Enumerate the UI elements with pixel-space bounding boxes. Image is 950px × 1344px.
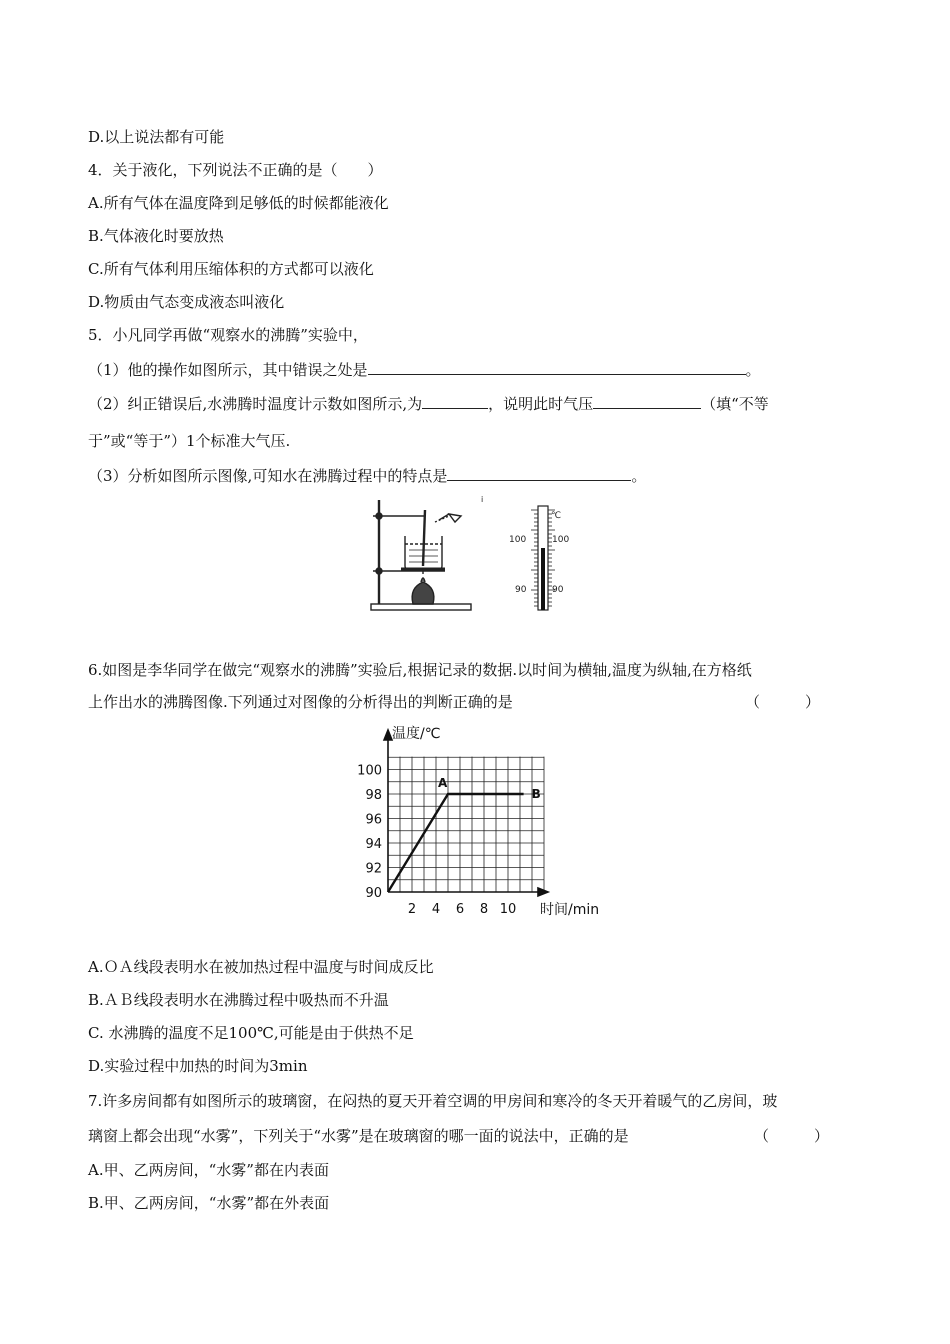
q6-stem-line2	[88, 692, 513, 712]
eye-icon	[439, 514, 461, 522]
q6-option-d: D.实验过程中加热的时间为3min	[88, 1057, 308, 1075]
q6-option-b: B.ＡＢ线段表明水在沸腾过程中吸热而不升温	[88, 991, 389, 1009]
q7-stem-line1: 7.许多房间都有如图所示的玻璃窗，在闷热的夏天开着空调的甲房间和寒冷的冬天开着暖气的乙房间，玻	[88, 1092, 778, 1110]
mercury-column	[541, 548, 545, 610]
q4-option-d: D.物质由气态变成液态叫液化	[88, 293, 285, 311]
thermometer-in-beaker	[423, 510, 425, 566]
q7-option-a: A.甲、乙两房间，“水雾”都在内表面	[88, 1161, 329, 1179]
x-tick-label: 8	[479, 902, 489, 917]
y-tick-label: 100	[357, 763, 382, 779]
y-tick-label: 92	[365, 861, 382, 877]
thermometer-label-100-left: 100	[509, 535, 527, 545]
x-tick-label: 2	[407, 902, 417, 917]
q5-part2-blank-temp[interactable]	[422, 393, 488, 409]
q5-part1-text: （1）他的操作如图所示，其中错误之处是	[88, 361, 368, 379]
boiling-apparatus-figure	[365, 496, 485, 614]
q7-option-b: B.甲、乙两房间，“水雾”都在外表面	[88, 1194, 330, 1212]
q4-option-a: A.所有气体在温度降到足够低的时候都能液化	[88, 194, 389, 212]
boiling-graph	[350, 722, 620, 922]
y-tick-label: 98	[365, 788, 382, 803]
y-tick-label: 94	[365, 837, 382, 852]
q6-stem-text: 上作出水的沸腾图像.下列通过对图像的分析得出的判断正确的是	[88, 693, 513, 711]
thermometer-label-90-left: 90	[515, 585, 527, 595]
x-axis-arrow	[538, 888, 548, 896]
q5-part2-continued: 于”或“等于”）1个标准大气压.	[88, 432, 291, 450]
q5-part3-text: （3）分析如图所示图像,可知水在沸腾过程中的特点是	[88, 467, 448, 485]
q5-part2-post: （填“不等	[701, 395, 769, 413]
q4-stem: 4．关于液化，下列说法不正确的是（ ）	[88, 161, 383, 179]
q6-option-a: A.ＯＡ线段表明水在被加热过程中温度与时间成反比	[88, 958, 434, 976]
q5-part1-end: 。	[745, 361, 761, 379]
y-axis-label: 温度/℃	[392, 726, 441, 742]
q6-answer-paren[interactable]: （ ）	[745, 693, 821, 711]
point-label-a: A	[438, 776, 448, 790]
q7-stem-line2: 璃窗上都会出现“水雾”，下列关于“水雾”是在玻璃窗的哪一面的说法中，正确的是	[88, 1127, 629, 1145]
x-tick-label: 4	[431, 902, 441, 917]
q6-option-c: C. 水沸腾的温度不足100℃,可能是由于供热不足	[88, 1024, 414, 1042]
x-tick-label: 10	[499, 902, 517, 917]
alcohol-lamp	[412, 582, 434, 604]
y-tick-label: 96	[365, 812, 382, 828]
q6-stem-line1: 6.如图是李华同学在做完“观察水的沸腾”实验后,根据记录的数据.以时间为横轴,温度为纵轴,在方格纸	[88, 661, 752, 679]
q5-part2	[88, 393, 769, 414]
q5-stem: 5．小凡同学再做“观察水的沸腾”实验中，	[88, 326, 368, 344]
q5-part3	[88, 465, 646, 486]
thermometer-label-90-right: 90	[552, 585, 564, 595]
thermometer-label-100-right: 100	[552, 535, 570, 545]
thermometer-figure	[505, 496, 585, 614]
q7-answer-paren[interactable]: （ ）	[754, 1127, 830, 1145]
q4-option-b: B.气体液化时要放热	[88, 227, 224, 245]
svg-text:i: i	[481, 496, 484, 504]
x-axis-label: 时间/min	[540, 902, 600, 918]
q5-part1	[88, 359, 761, 380]
y-axis-arrow	[384, 730, 392, 740]
y-tick-label: 90	[365, 886, 382, 901]
stand-base	[371, 604, 471, 610]
q5-part1-blank[interactable]	[368, 359, 746, 375]
q3-option-d: D.以上说法都有可能	[88, 128, 225, 146]
thermometer-unit: ℃	[551, 511, 562, 521]
x-tick-label: 6	[455, 902, 465, 917]
q5-part3-end: 。	[631, 467, 647, 485]
q5-part2-text: （2）纠正错误后,水沸腾时温度计示数如图所示,为	[88, 395, 423, 413]
q5-part2-blank-pressure[interactable]	[593, 393, 701, 409]
point-label-b: B	[531, 787, 541, 801]
q5-part3-blank[interactable]	[447, 465, 631, 481]
q4-option-c: C.所有气体利用压缩体积的方式都可以液化	[88, 260, 374, 278]
q5-part2-mid: ，说明此时气压	[488, 395, 594, 413]
